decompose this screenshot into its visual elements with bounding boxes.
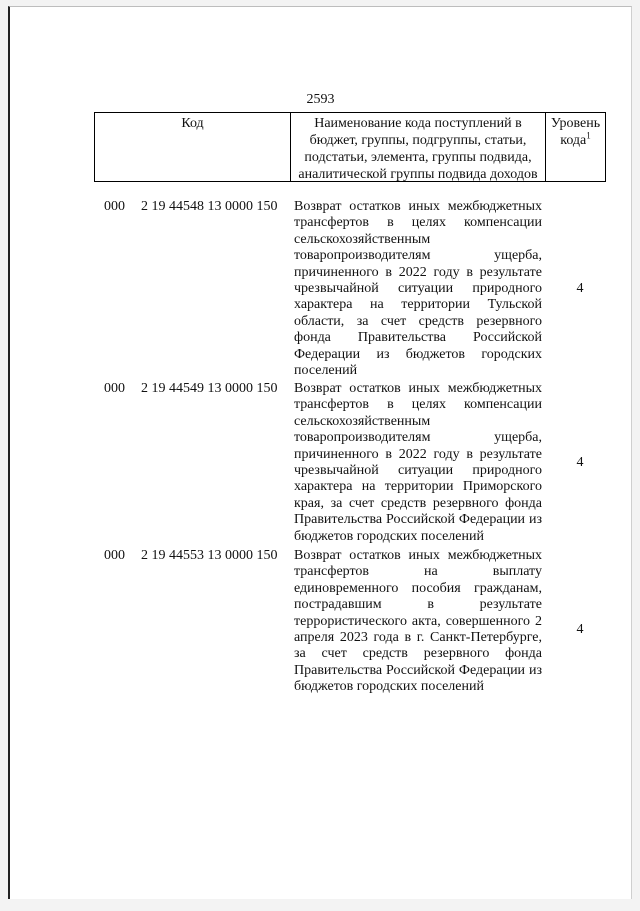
revenue-code: 2 19 44549 13 0000 150 — [141, 381, 278, 396]
revenue-description: Возврат остатков иных межбюджетных трансфертов в целях компенсации сельскохозяйственным товаропроизводителям ущерба, причиненного в 2022 году в результате чрезвычайной ситуации природного характера на территории Приморского края, за счет средств резервного фонда Правительства Российской Федерации из бюджетов городских поселений — [294, 381, 542, 544]
revenue-code: 2 19 44553 13 0000 150 — [141, 548, 278, 563]
revenue-description: Возврат остатков иных межбюджетных трансфертов на выплату единовременного пособия гражданам, пострадавшим в результате террористического акта, совершенного 2 апреля 2023 года в г. Санкт-Петербурге, за счет средств резервного фонда Правительства Российской Федерации из бюджетов городских поселений — [294, 548, 542, 695]
page-number: 2593 — [306, 92, 335, 107]
admin-code: 000 — [104, 548, 125, 563]
revenue-description: Возврат остатков иных межбюджетных трансфертов в целях компенсации сельскохозяйственным товаропроизводителям ущерба, причиненного в 2022 году в результате чрезвычайной ситуации природного характера на территории Тульской области, за счет средств резервного фонда Правительства Российской Федерации из бюджетов городских поселений — [294, 199, 542, 379]
revenue-code: 2 19 44548 13 0000 150 — [141, 199, 278, 214]
code-level: 4 — [576, 281, 584, 296]
header-level — [546, 113, 605, 181]
table-header — [94, 112, 606, 182]
header-name — [291, 113, 546, 181]
header-level-label: Уровень кода — [550, 116, 601, 148]
header-name-label: Наименование кода поступлений в бюджет, группы, подгруппы, статьи, подстатьи, элемента, группы подвида, аналитической группы подвида доходов — [298, 116, 538, 182]
header-level-footnote: 1 — [586, 130, 591, 141]
admin-code: 000 — [104, 199, 125, 214]
admin-code: 000 — [104, 381, 125, 396]
header-code-label: Код — [181, 116, 204, 131]
code-level: 4 — [576, 622, 584, 637]
document-page — [8, 6, 632, 899]
code-level: 4 — [576, 455, 584, 470]
header-code — [95, 113, 291, 181]
